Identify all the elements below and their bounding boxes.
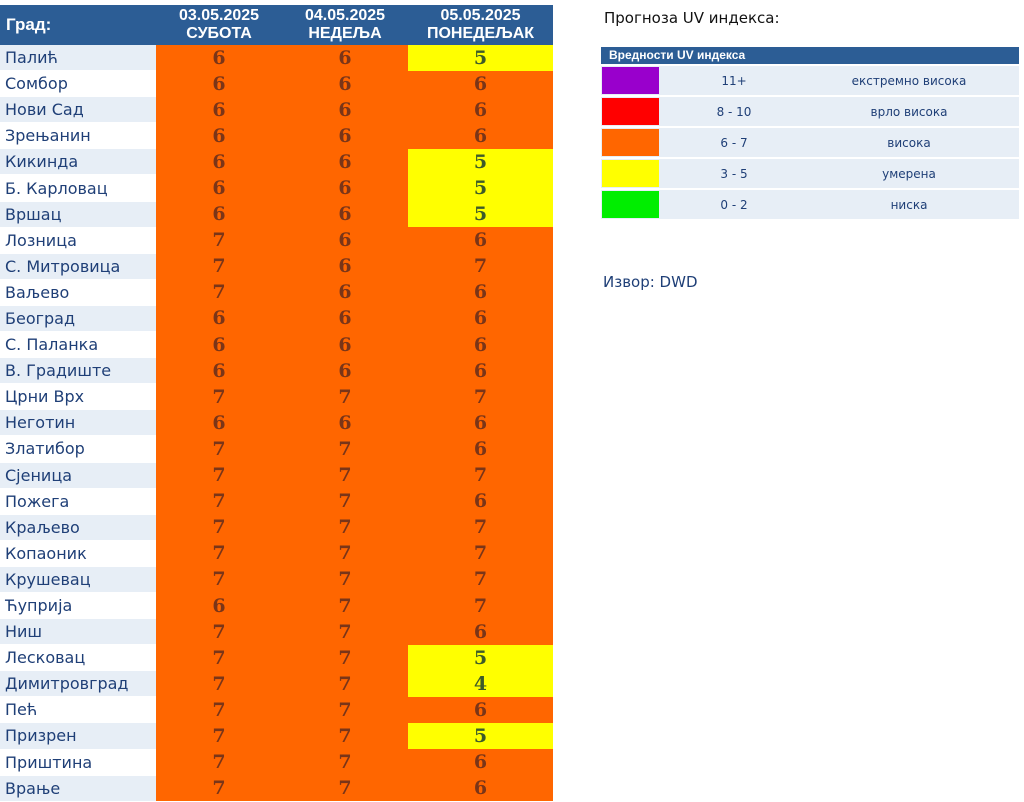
legend-label: екстремно висока	[851, 73, 967, 88]
table-row	[0, 488, 553, 514]
uv-value-cell: 7	[282, 645, 408, 671]
uv-value-cell: 6	[282, 253, 408, 279]
table-row	[0, 775, 553, 801]
uv-value-cell: 6	[408, 279, 553, 305]
uv-value-cell: 6	[408, 123, 553, 149]
uv-value-cell: 7	[156, 671, 282, 697]
table-row	[0, 227, 553, 253]
uv-value-cell: 6	[408, 305, 553, 331]
table-row	[0, 566, 553, 592]
table-row	[0, 645, 553, 671]
city-name: Зрењанин	[0, 123, 156, 149]
day-weekday: НЕДЕЉА	[308, 25, 382, 42]
source-note: Извор: DWD	[603, 273, 698, 291]
legend-row	[601, 66, 1019, 95]
uv-value-cell: 7	[282, 384, 408, 410]
uv-value-cell: 7	[156, 227, 282, 253]
city-name: Лозница	[0, 227, 156, 253]
table-row	[0, 175, 553, 201]
city-name: Краљево	[0, 514, 156, 540]
city-name: Пећ	[0, 697, 156, 723]
uv-forecast-table	[0, 5, 553, 802]
uv-value-cell: 7	[408, 592, 553, 618]
uv-value-cell: 6	[408, 227, 553, 253]
uv-value-cell: 6	[282, 358, 408, 384]
table-row	[0, 592, 553, 618]
city-name: Крушевац	[0, 566, 156, 592]
table-row	[0, 201, 553, 227]
uv-value-cell: 6	[408, 97, 553, 123]
table-row	[0, 97, 553, 123]
city-name: Врање	[0, 775, 156, 801]
table-row	[0, 619, 553, 645]
uv-value-cell: 7	[282, 462, 408, 488]
city-name: Сјеница	[0, 462, 156, 488]
table-row	[0, 384, 553, 410]
day-column-header	[156, 5, 282, 45]
legend-range: 3 - 5	[720, 166, 748, 181]
city-name: Призрен	[0, 723, 156, 749]
legend-label: висока	[887, 135, 931, 150]
uv-value-cell: 5	[408, 175, 553, 201]
table-row	[0, 305, 553, 331]
uv-value-cell: 7	[156, 619, 282, 645]
legend-range: 11+	[721, 73, 747, 88]
city-name: С. Митровица	[0, 253, 156, 279]
legend-row	[601, 97, 1019, 126]
uv-value-cell: 4	[408, 671, 553, 697]
table-row	[0, 462, 553, 488]
table-row	[0, 123, 553, 149]
uv-value-cell: 7	[282, 697, 408, 723]
day-weekday: СУБОТА	[186, 25, 252, 42]
forecast-title: Прогноза UV индекса:	[604, 9, 780, 27]
uv-value-cell: 6	[282, 123, 408, 149]
city-name: В. Градиште	[0, 358, 156, 384]
city-name: Кикинда	[0, 149, 156, 175]
uv-value-cell: 7	[408, 540, 553, 566]
uv-value-cell: 6	[282, 45, 408, 71]
uv-value-cell: 7	[282, 619, 408, 645]
uv-value-cell: 7	[282, 775, 408, 801]
uv-value-cell: 6	[408, 749, 553, 775]
uv-value-cell: 6	[156, 123, 282, 149]
uv-value-cell: 5	[408, 645, 553, 671]
table-row	[0, 410, 553, 436]
city-name: Златибор	[0, 436, 156, 462]
legend-color-swatch	[602, 191, 659, 218]
city-name: Палић	[0, 45, 156, 71]
city-name: Лесковац	[0, 645, 156, 671]
table-row	[0, 45, 553, 71]
legend-row	[601, 128, 1019, 157]
uv-value-cell: 7	[156, 697, 282, 723]
city-name: Пожега	[0, 488, 156, 514]
uv-value-cell: 6	[156, 592, 282, 618]
day-column-header	[408, 5, 553, 45]
table-row	[0, 436, 553, 462]
table-row	[0, 671, 553, 697]
table-row	[0, 514, 553, 540]
table-row	[0, 749, 553, 775]
uv-value-cell: 7	[408, 384, 553, 410]
city-column-header: Град:	[0, 5, 156, 45]
legend-range: 6 - 7	[720, 135, 748, 150]
uv-value-cell: 7	[156, 540, 282, 566]
uv-value-cell: 7	[282, 566, 408, 592]
uv-value-cell: 6	[282, 332, 408, 358]
uv-value-cell: 6	[282, 175, 408, 201]
uv-value-cell: 6	[282, 71, 408, 97]
legend-label: ниска	[890, 197, 928, 212]
legend-rows	[601, 66, 1019, 219]
uv-value-cell: 7	[282, 540, 408, 566]
uv-value-cell: 7	[282, 723, 408, 749]
table-row	[0, 540, 553, 566]
uv-value-cell: 7	[408, 514, 553, 540]
uv-value-cell: 6	[156, 201, 282, 227]
uv-value-cell: 7	[156, 566, 282, 592]
day-column-header	[282, 5, 408, 45]
city-name: Копаоник	[0, 540, 156, 566]
uv-value-cell: 6	[282, 279, 408, 305]
legend-label: врло висока	[870, 104, 948, 119]
uv-value-cell: 7	[156, 749, 282, 775]
uv-value-cell: 6	[408, 775, 553, 801]
legend-color-swatch	[602, 67, 659, 94]
day-date: 03.05.2025	[178, 7, 260, 24]
uv-value-cell: 5	[408, 45, 553, 71]
city-name: Вршац	[0, 201, 156, 227]
uv-value-cell: 7	[156, 645, 282, 671]
legend-header: Вредности UV индекса	[601, 47, 1019, 64]
uv-value-cell: 7	[156, 488, 282, 514]
uv-value-cell: 7	[408, 566, 553, 592]
legend-color-swatch	[602, 129, 659, 156]
uv-value-cell: 6	[282, 305, 408, 331]
uv-value-cell: 6	[156, 305, 282, 331]
uv-value-cell: 6	[408, 71, 553, 97]
table-row	[0, 697, 553, 723]
uv-value-cell: 7	[282, 749, 408, 775]
legend-range: 8 - 10	[716, 104, 752, 119]
uv-value-cell: 5	[408, 201, 553, 227]
uv-value-cell: 6	[408, 619, 553, 645]
city-name: Ниш	[0, 619, 156, 645]
uv-value-cell: 6	[156, 332, 282, 358]
table-row	[0, 149, 553, 175]
uv-value-cell: 6	[408, 488, 553, 514]
city-name: Нови Сад	[0, 97, 156, 123]
city-name: Ваљево	[0, 279, 156, 305]
legend-color-swatch	[602, 98, 659, 125]
day-date: 05.05.2025	[440, 7, 521, 24]
city-name: Б. Карловац	[0, 175, 156, 201]
day-date: 04.05.2025	[304, 7, 386, 24]
uv-value-cell: 7	[156, 462, 282, 488]
uv-value-cell: 5	[408, 723, 553, 749]
uv-value-cell: 6	[282, 227, 408, 253]
table-row	[0, 253, 553, 279]
uv-value-cell: 7	[156, 514, 282, 540]
city-name: Сомбор	[0, 71, 156, 97]
uv-value-cell: 7	[282, 488, 408, 514]
uv-value-cell: 6	[408, 332, 553, 358]
uv-value-cell: 7	[282, 592, 408, 618]
uv-value-cell: 6	[156, 175, 282, 201]
uv-value-cell: 6	[408, 358, 553, 384]
uv-value-cell: 6	[282, 97, 408, 123]
uv-value-cell: 6	[156, 45, 282, 71]
uv-value-cell: 7	[156, 384, 282, 410]
city-name: Београд	[0, 305, 156, 331]
table-row	[0, 358, 553, 384]
city-name: Приштина	[0, 749, 156, 775]
uv-legend	[601, 47, 1019, 219]
table-row	[0, 279, 553, 305]
uv-value-cell: 7	[282, 514, 408, 540]
table-body	[0, 45, 553, 801]
legend-row	[601, 190, 1019, 219]
city-name: Ћуприја	[0, 592, 156, 618]
uv-value-cell: 6	[156, 71, 282, 97]
uv-value-cell: 6	[282, 201, 408, 227]
uv-value-cell: 7	[156, 436, 282, 462]
uv-value-cell: 6	[156, 149, 282, 175]
legend-color-swatch	[602, 160, 659, 187]
uv-value-cell: 7	[156, 279, 282, 305]
uv-value-cell: 7	[156, 775, 282, 801]
legend-row	[601, 159, 1019, 188]
uv-value-cell: 6	[282, 410, 408, 436]
uv-value-cell: 7	[282, 436, 408, 462]
uv-value-cell: 6	[408, 697, 553, 723]
uv-value-cell: 6	[408, 410, 553, 436]
uv-value-cell: 7	[282, 671, 408, 697]
uv-value-cell: 7	[408, 253, 553, 279]
city-name: Неготин	[0, 410, 156, 436]
day-weekday: ПОНЕДЕЉАК	[426, 25, 535, 42]
table-header-row	[0, 5, 553, 45]
uv-value-cell: 6	[408, 436, 553, 462]
uv-value-cell: 7	[156, 253, 282, 279]
uv-value-cell: 6	[156, 97, 282, 123]
table-row	[0, 71, 553, 97]
city-name: Црни Врх	[0, 384, 156, 410]
uv-value-cell: 6	[282, 149, 408, 175]
legend-label: умерена	[882, 166, 936, 181]
table-row	[0, 332, 553, 358]
uv-value-cell: 6	[156, 410, 282, 436]
table-row	[0, 723, 553, 749]
uv-value-cell: 7	[408, 462, 553, 488]
uv-value-cell: 6	[156, 358, 282, 384]
legend-range: 0 - 2	[720, 197, 748, 212]
city-name: С. Паланка	[0, 332, 156, 358]
uv-value-cell: 5	[408, 149, 553, 175]
uv-value-cell: 7	[156, 723, 282, 749]
city-name: Димитровград	[0, 671, 156, 697]
